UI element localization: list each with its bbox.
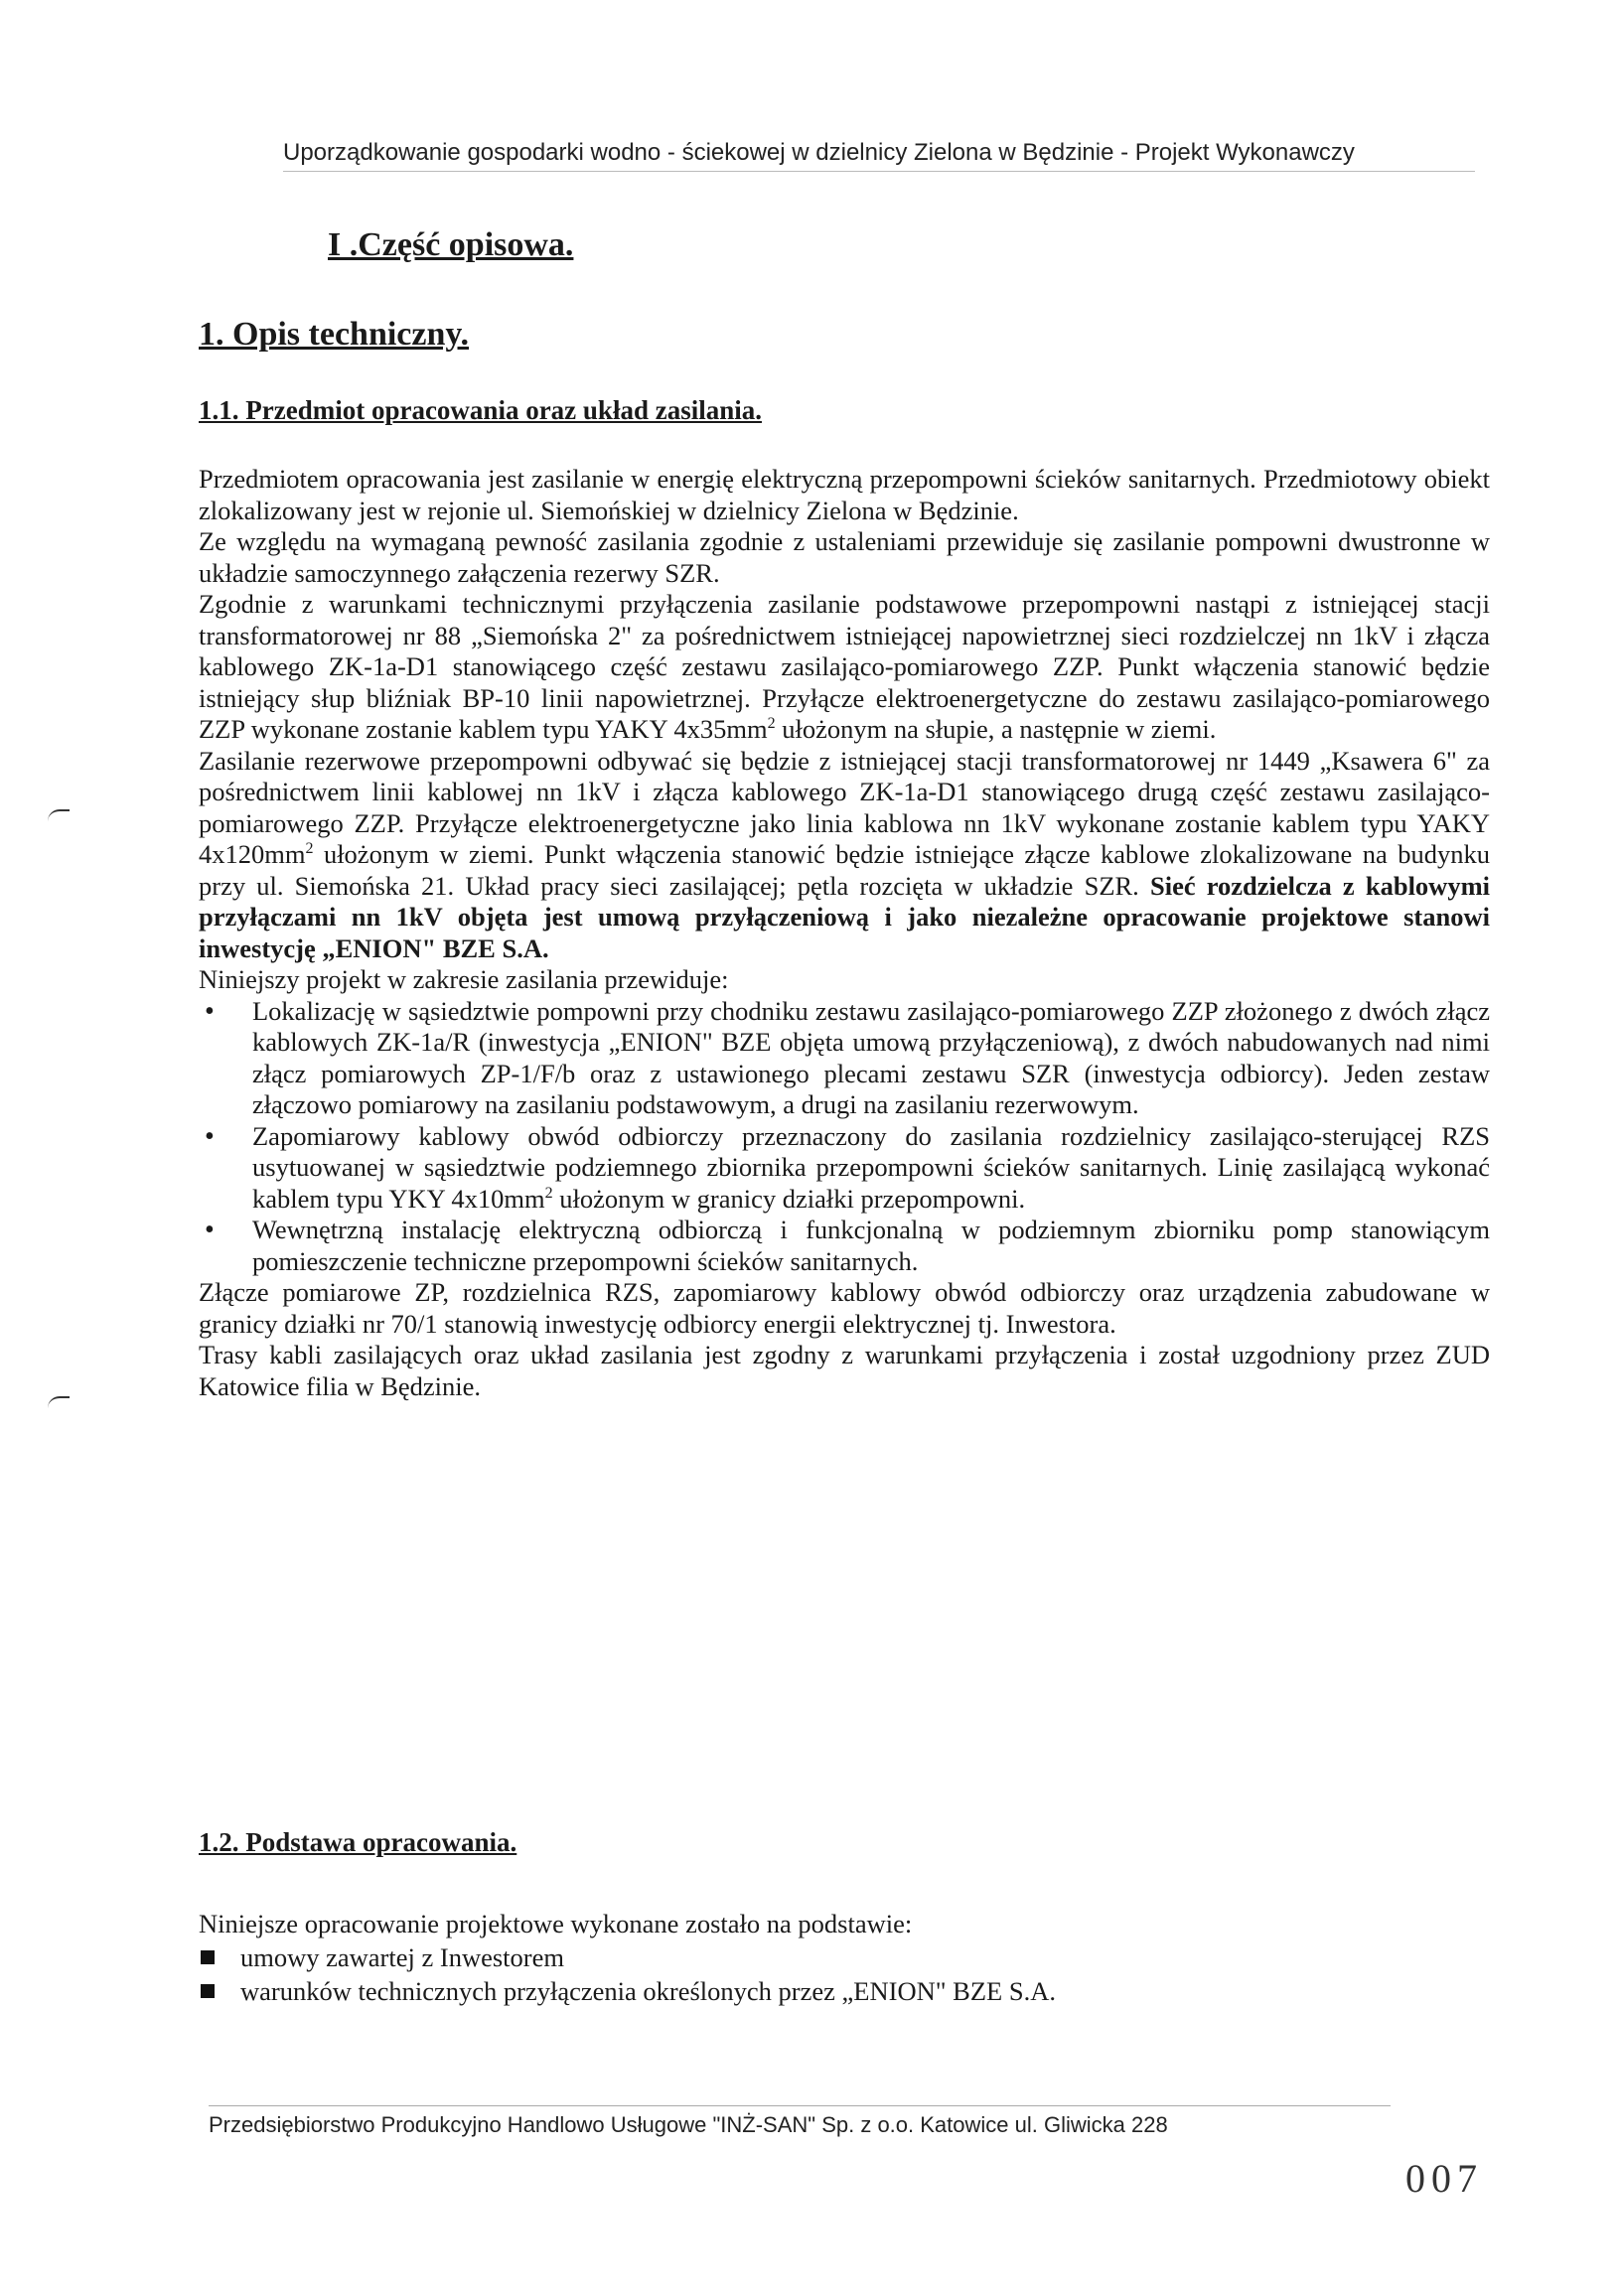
paragraph-routes: Trasy kabli zasilających oraz układ zasilania jest zgodny z warunkami przyłączenia i został uzgodniony przez ZUD Katowice filia w Będzinie.: [199, 1340, 1490, 1401]
superscript: 2: [305, 840, 314, 858]
page-footer: Przedsiębiorstwo Produkcyjno Handlowo Usługowe "INŻ-SAN" Sp. z o.o. Katowice ul. Gliwicka 228: [209, 2105, 1391, 2138]
section-heading: 1. Opis techniczny.: [199, 316, 470, 353]
list-item: • Lokalizację w sąsiedztwie pompowni przy chodniku zestawu zasilająco-pomiarowego ZZP złożonego z dwóch złącz kablowych ZK-1a/R (inwestycja „ENION" BZE objęta umową przyłączeniową), z dwóch nabudowanych nad nimi złącz pomiarowych ZP-1/F/b oraz z ustawionego plecami zestawu SZR (inwestycja odbiorcy). Jeden zestaw złączowo pomiarowy na zasilaniu podstawowym, a drugi na zasilaniu rezerwowym.: [199, 996, 1490, 1121]
paragraph-reliability: Ze względu na wymaganą pewność zasilania zgodnie z ustaleniami przewiduje się zasilanie pompowni dwustronne w układzie samoczynnego załączenia rezerwy SZR.: [199, 526, 1490, 588]
paragraph-investor: Złącze pomiarowe ZP, rozdzielnica RZS, zapomiarowy kablowy obwód odbiorczy oraz urządzenia zabudowane w granicy działki nr 70/1 stanowią inwestycję odbiorcy energii elektrycznej tj. Inwestora.: [199, 1277, 1490, 1339]
reserve-supply-text: Zasilanie rezerwowe przepompowni odbywać się będzie z istniejącej stacji transformatorowej nr 1449 „Ksawera 6" za pośrednictwem linii kablowej nn 1kV i złącza kablowego ZK-1a-D1 stanowiącego drugą część zestawu zasilająco-pomiarowego ZZP. Przyłącze elektroenergetyczne jako linia kablowa nn 1kV wykonane zostanie kablem typu YAKY 4x120mm: [199, 745, 1490, 869]
list-item: umowy zawartej z Inwestorem: [199, 1940, 1490, 1974]
primary-supply-text: Zgodnie z warunkami technicznymi przyłączenia zasilanie podstawowe przepompowni nastąpi z istniejącej stacji transformatorowej nr 88 „Siemońska 2" za pośrednictwem istniejącej napowietrznej sieci rozdzielczej nn 1kV i złącza kablowego ZK-1a-D1 stanowiącego część zestawu zasilająco-pomiarowego ZZP. Punkt włączenia stanowić będzie istniejący słup bliźniak BP-10 linii napowietrznej. Przyłącze elektroenergetyczne do zestawu zasilająco-pomiarowego ZZP wykonane zostanie kablem typu YAKY 4x35mm: [199, 589, 1490, 744]
subsection-heading-1-1: 1.1. Przedmiot opracowania oraz układ zasilania.: [199, 395, 762, 425]
paragraph-basis-intro: Niniejsze opracowanie projektowe wykonane zostało na podstawie:: [199, 1909, 913, 1938]
scope-list: [199, 996, 1490, 1278]
section-1-1-body: [199, 464, 1490, 1402]
paragraph-primary-supply: [199, 589, 1490, 746]
list-item: [199, 1121, 1490, 1216]
part-heading: I .Część opisowa.: [328, 226, 574, 263]
basis-list: [199, 1940, 1490, 2008]
reserve-supply-bold-text: Sieć rozdzielcza z kablowymi przyłączami nn 1kV objęta jest umową przyłączeniową i jako niezależne opracowanie projektowe stanowi inwestycję „ENION" BZE S.A.: [199, 870, 1491, 963]
superscript: 2: [767, 715, 776, 733]
paragraph-subject: Przedmiotem opracowania jest zasilanie w energię elektryczną przepompowni ścieków sanitarnych. Przedmiotowy obiekt zlokalizowany jest w rejonie ul. Siemońskiej w dzielnicy Zielona w Będzinie.: [199, 464, 1490, 525]
margin-mark: [48, 809, 70, 821]
list-item-text: Zapomiarowy kablowy obwód odbiorczy przeznaczony do zasilania rozdzielnicy zasilająco-sterującej RZS usytuowanej w sąsiedztwie podziemnego zbiornika przepompowni ścieków sanitarnych. Linię zasilającą wykonać kablem typu YKY 4x10mm: [252, 1120, 1490, 1214]
list-item: warunków technicznych przyłączenia określonych przez „ENION" BZE S.A.: [199, 1974, 1490, 2008]
page-number: 007: [1405, 2156, 1483, 2201]
primary-supply-text-end: ułożonym na słupie, a następnie w ziemi.: [775, 714, 1217, 744]
page-header: Uporządkowanie gospodarki wodno - ściekowej w dzielnicy Zielona w Będzinie - Projekt Wykonawczy: [283, 139, 1475, 172]
section-1-2-body: [199, 1907, 1490, 2008]
subsection-heading-1-2: 1.2. Podstawa opracowania.: [199, 1827, 517, 1857]
reserve-supply-text-end: ułożonym w ziemi. Punkt włączenia stanowić będzie istniejące złącze kablowe zlokalizowane na budynku przy ul. Siemońska 21. Układ pracy sieci zasilającej; pętla rozcięta w układzie SZR.: [199, 839, 1490, 901]
list-item-text-end: ułożonym w granicy działki przepompowni.: [552, 1183, 1026, 1214]
margin-mark: [48, 1396, 70, 1408]
paragraph-reserve-supply: [199, 746, 1490, 965]
paragraph-scope-intro: Niniejszy projekt w zakresie zasilania przewiduje:: [199, 964, 729, 994]
superscript: 2: [544, 1184, 553, 1202]
list-item: • Wewnętrzną instalację elektryczną odbiorczą i funkcjonalną w podziemnym zbiorniku pomp stanowiącym pomieszczenie techniczne przepompowni ścieków sanitarnych.: [199, 1215, 1490, 1277]
